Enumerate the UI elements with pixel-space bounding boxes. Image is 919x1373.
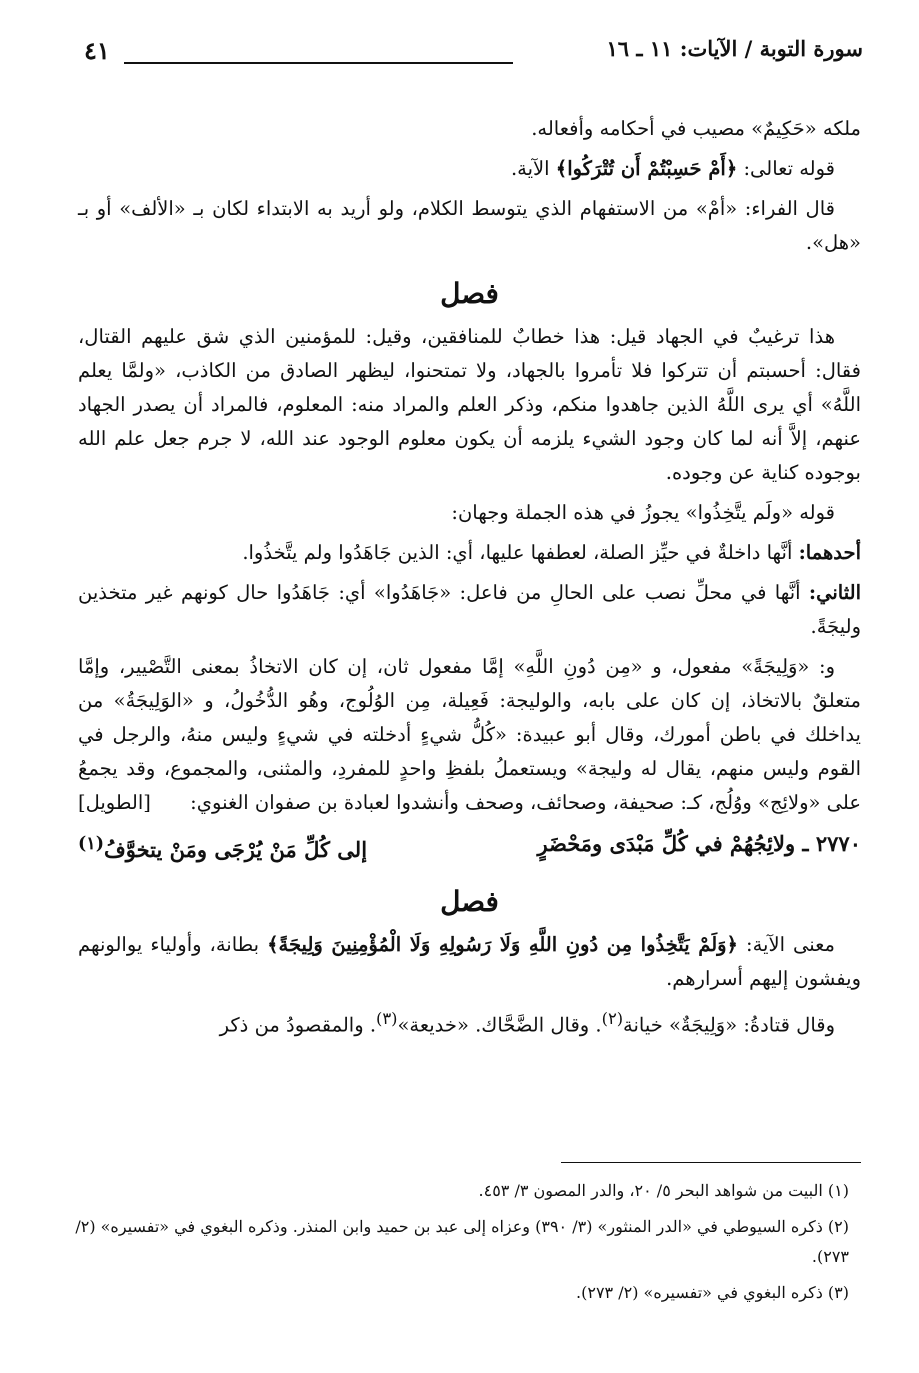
- verse-footnote-ref: (١): [78, 834, 104, 854]
- paragraph-4: هذا ترغيبٌ في الجهاد قيل: هذا خطابٌ للمنافقين، وقيل: للمؤمنين الذي شق عليهم القتال، فقال: أحسبتم أن تتركوا فلا تأمروا بالجهاد، ولا تمتحنوا، ليظهر الصادق من الكاذب، «ولمَّا يعلم اللَّهُ» أي يرى اللَّهُ الذين جاهدوا منكم، وذكر العلم والمراد منه: المعلوم، فالمراد أن يصدر الجهاد عنهم، إلاَّ أنه لما كان وجود الشيء يلزمه أن يكون معلوم الوجود عند الله، لا جرم جعل علم الله بوجوده كناية عن وجوده.: [78, 325, 861, 484]
- paragraph-5: قوله «ولَم يتَّخِذُوا» يجوزُ في هذه الجملة وجهان:: [451, 501, 835, 524]
- footnote-ref-2: (٢): [601, 1009, 624, 1028]
- paragraph-8-text: و: «وَلِيجَةً» مفعول، و «مِن دُونِ اللَّهِ» إمَّا مفعول ثان، إن كان الاتخاذُ بمعنى التَّصْيير، وإمَّا متعلقٌ بالاتخاذ، إن كان على بابه، والوليجة: فَعِيلة، مِن الوُلُوج، وهُو الدُّخُولُ، و «الوَلِيجَةُ» من يداخلك في باطن أمورك، وقال أبو عبيدة: «كُلُّ شيءٍ أدخلته في شيءٍ وليس منهُ، والرجل في القوم وليس منهم، يقال له وليجة» ويستعملُ بلفظِ واحدٍ للمفردِ، والمثنى، والمجموع، وقد يجمعُ على «ولائِج» ووُلُج، كـ: صحيفة، وصحائف، وصحف وأنشدوا لعبادة بن صفوان الغنوي:: [78, 655, 861, 814]
- paragraph-8: [78, 650, 861, 820]
- paragraph-2: [78, 152, 861, 186]
- paragraph-9-prefix: معنى الآية:: [746, 933, 835, 956]
- section-heading-2: فصل: [440, 885, 499, 918]
- poetic-meter: [الطويل]: [78, 791, 151, 814]
- verse-hemistich-2: إلى كُلِّ مَنْ يُرْجَى ومَنْ يتخوَّفُ: [103, 837, 368, 862]
- paragraph-10: [78, 1002, 861, 1043]
- verse-second-half: [78, 826, 367, 868]
- footnote-3: (٣) ذكره البغوي في «تفسيره» (٢/ ٢٧٣).: [576, 1283, 849, 1302]
- second-aspect-label: الثاني:: [808, 581, 861, 604]
- verse-first-half: [537, 826, 861, 868]
- first-aspect-text: أنَّها داخلةٌ في حيِّز الصلة، لعطفها عليها، أي: الذين جَاهَدُوا ولم يتَّخذُوا.: [242, 541, 793, 564]
- paragraph-7: [78, 576, 861, 644]
- quran-quote-2: ﴿وَلَمْ يَتَّخِذُوا مِن دُونِ اللَّهِ وَلَا رَسُولِهِ وَلَا الْمُؤْمِنِينَ وَلِيجَةً﴾: [267, 933, 738, 956]
- footnote-rule: [561, 1162, 861, 1163]
- paragraph-2-suffix: الآية.: [510, 157, 550, 180]
- footnote-ref-3: (٣): [376, 1009, 398, 1028]
- main-text: [78, 112, 861, 1049]
- section-heading-1: فصل: [440, 277, 499, 310]
- paragraph-3: قال الفراء: «أمْ» من الاستفهام الذي يتوسط الكلام، ولو أريد به الابتداء لكان بـ «الألف» أو بـ «هل».: [78, 197, 861, 254]
- footnote-2: (٢) ذكره السيوطي في «الدر المنثور» (٣/ ٣٩٠) وعزاه إلى عبد بن حميد وابن المنذر. وذكره البغوي في «تفسيره» (٢/ ٢٧٣).: [75, 1217, 849, 1266]
- paragraph-9-suffix: بطانة، وأولياء يوالونهم ويفشون إليهم أسرارهم.: [78, 933, 861, 990]
- paragraph-10-b: . وقال الضَّحَّاك. «خديعة»: [397, 1013, 602, 1037]
- running-title: سورة التوبة / الآيات: ١١ ـ ١٦: [606, 36, 863, 61]
- footnotes: [60, 1176, 849, 1314]
- page-header: [84, 36, 863, 76]
- poetry-verse: [78, 826, 861, 868]
- page-number: ٤١: [84, 36, 110, 65]
- quran-quote: ﴿أَمْ حَسِبْتُمْ أَن تُتْرَكُوا﴾: [555, 157, 738, 180]
- paragraph-6: [78, 536, 861, 570]
- paragraph-10-a: وقال قتادةُ: «وَلِيجَةٌ» خيانة: [623, 1013, 835, 1037]
- header-rule: [124, 62, 513, 64]
- paragraph-9: [78, 928, 861, 996]
- first-aspect-label: أحدهما:: [798, 541, 861, 564]
- second-aspect-text: أنَّها في محلِّ نصب على الحالِ من فاعل: «جَاهَدُوا» أي: جَاهَدُوا حال كونهم غير متخذين وليجَةً.: [78, 581, 861, 638]
- verse-hemistich-1: ولائِجُهُمْ في كُلِّ مَبْدَى ومَحْضَرٍ: [537, 831, 796, 856]
- footnote-1: (١) البيت من شواهد البحر ٥/ ٢٠، والدر المصون ٣/ ٤٥٣.: [478, 1181, 849, 1200]
- verse-number: ٢٧٧٠ ـ: [802, 831, 861, 856]
- paragraph-10-c: . والمقصودُ من ذكر: [219, 1013, 377, 1037]
- paragraph-2-prefix: قوله تعالى:: [743, 157, 835, 180]
- paragraph-1: ملكه «حَكِيمٌ» مصيب في أحكامه وأفعاله.: [531, 117, 861, 140]
